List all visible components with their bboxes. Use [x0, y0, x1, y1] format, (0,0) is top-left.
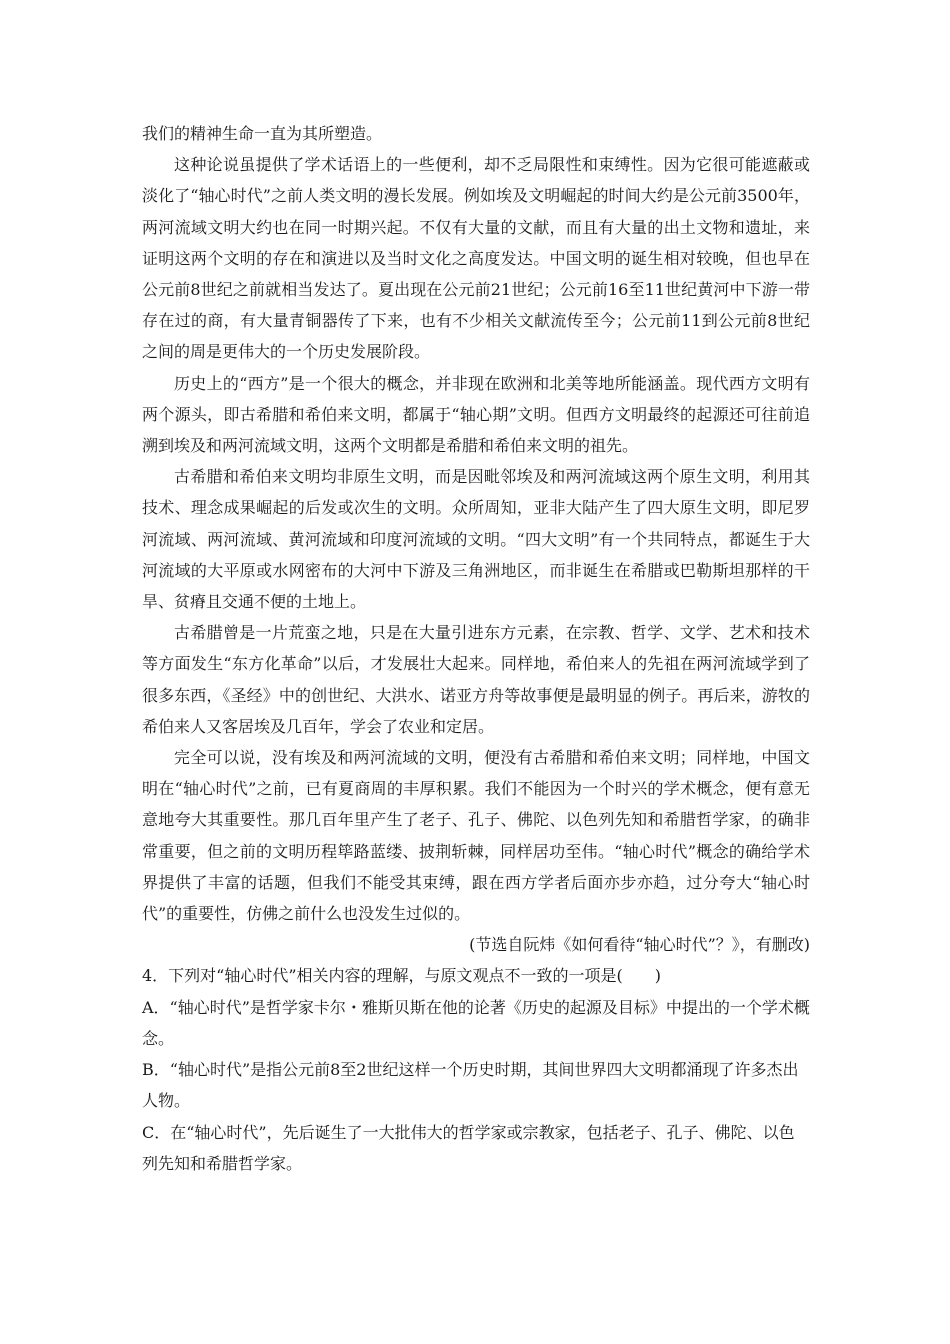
question-option-a: A．“轴心时代”是哲学家卡尔・雅斯贝斯在他的论著《历史的起源及目标》中提出的一个学术概念。 — [142, 997, 810, 1048]
question-option-b: B．“轴心时代”是指公元前8至2世纪这样一个历史时期，其间世界四大文明都涌现了许多杰出人物。 — [142, 1060, 799, 1111]
question-option-c: C．在“轴心时代”，先后诞生了一大批伟大的哲学家或宗教家，包括老子、孔子、佛陀、以色列先知和希腊哲学家。 — [142, 1122, 795, 1173]
passage-paragraph-2: 这种论说虽提供了学术话语上的一些便利，却不乏局限性和束缚性。因为它很可能遮蔽或淡化了“轴心时代”之前人类文明的漫长发展。例如埃及文明崛起的时间大约是公元前3500年，两河流域文明大约也在同一时期兴起。不仅有大量的文献，而且有大量的出土文物和遗址，来证明这两个文明的存在和演进以及当时文化之高度发达。中国文明的诞生相对较晚，但也早在公元前8世纪之前就相当发达了。夏出现在公元前21世纪；公元前16至11世纪黄河中下游一带存在过的商，有大量青铜器传了下来，也有不少相关文献流传至今；公元前11到公元前8世纪之间的周是更伟大的一个历史发展阶段。 — [142, 155, 810, 362]
passage-paragraph-5: 古希腊曾是一片荒蛮之地，只是在大量引进东方元素，在宗教、哲学、文学、艺术和技术等方面发生“东方化革命”以后，才发展壮大起来。同样地，希伯来人的先祖在两河流域学到了很多东西，《圣经》中的创世纪、大洪水、诺亚方舟等故事便是最明显的例子。再后来，游牧的希伯来人又客居埃及几百年，学会了农业和定居。 — [142, 623, 810, 736]
passage-paragraph-3: 历史上的“西方”是一个很大的概念，并非现在欧洲和北美等地所能涵盖。现代西方文明有两个源头，即古希腊和希伯来文明，都属于“轴心期”文明。但西方文明最终的起源还可往前追溯到埃及和两河流域文明，这两个文明都是希腊和希伯来文明的祖先。 — [142, 373, 810, 456]
passage-paragraph-6: 完全可以说，没有埃及和两河流域的文明，便没有古希腊和希伯来文明；同样地，中国文明在“轴心时代”之前，已有夏商周的丰厚积累。我们不能因为一个时兴的学术概念，便有意无意地夸大其重要性。那几百年里产生了老子、孔子、佛陀、以色列先知和希腊哲学家，的确非常重要，但之前的文明历程筚路蓝缕、披荆斩棘，同样居功至伟。“轴心时代”概念的确给学术界提供了丰富的话题，但我们不能受其束缚，跟在西方学者后面亦步亦趋，过分夸大“轴心时代”的重要性，仿佛之前什么也没发生过似的。 — [142, 748, 810, 924]
passage-paragraph-4: 古希腊和希伯来文明均非原生文明，而是因毗邻埃及和两河流域这两个原生文明，利用其技术、理念成果崛起的后发或次生的文明。众所周知，亚非大陆产生了四大原生文明，即尼罗河流域、两河流域、黄河流域和印度河流域的文明。“四大文明”有一个共同特点，都诞生于大河流域的大平原或水网密布的大河中下游及三角洲地区，而非诞生在希腊或巴勒斯坦那样的干旱、贫瘠且交通不便的土地上。 — [142, 467, 810, 612]
passage-paragraph-1: 我们的精神生命一直为其所塑造。 — [142, 124, 383, 143]
passage-source: (节选自阮炜《如何看待“轴心时代”？》，有删改) — [469, 935, 810, 955]
question-stem: 4．下列对“轴心时代”相关内容的理解，与原文观点不一致的一项是( ) — [142, 966, 662, 986]
document-page — [142, 118, 810, 1179]
